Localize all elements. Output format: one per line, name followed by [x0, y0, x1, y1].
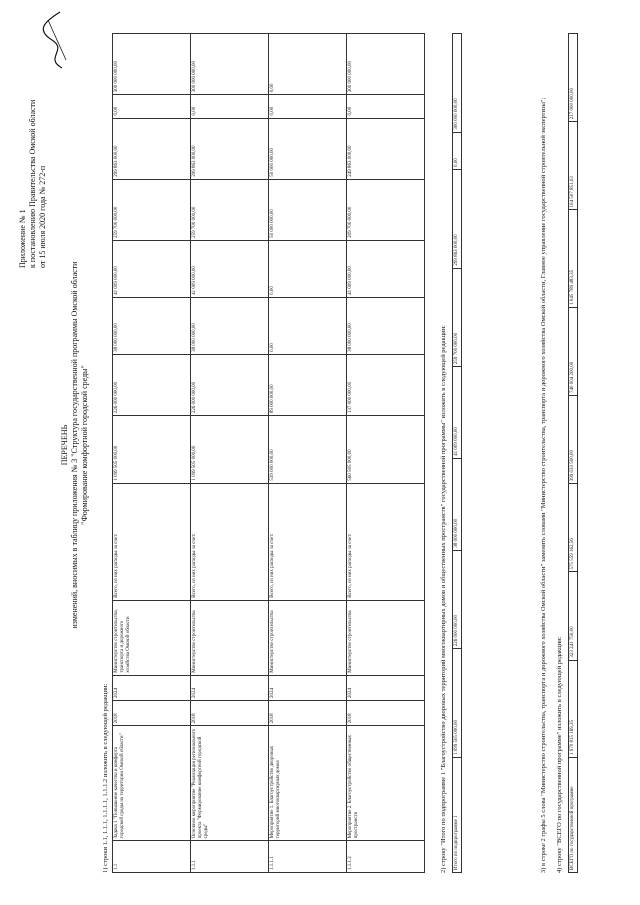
cell-c: 41 009 000,00	[347, 240, 425, 297]
cell-total: 560 505 000,00	[347, 416, 425, 484]
main-table	[112, 33, 425, 873]
vsego-label: ВСЕГО по государственной программе	[569, 758, 578, 873]
cell-name: Мероприятие 2. Благоустройство общественных пространств	[347, 726, 425, 841]
cell-b: 38 000 000,00	[347, 297, 425, 354]
vsego-table	[568, 33, 578, 873]
appendix-line1: к постановлению Правительства Омской области	[28, 99, 37, 268]
cell-y2: 2024	[191, 675, 269, 700]
cell-g: 300 000 000,00	[347, 34, 425, 95]
cell-src: Всего, из них расходы за счет:	[347, 483, 425, 600]
cell-y1: 2018	[269, 701, 347, 726]
cell-a: 89 000 000,00	[269, 354, 347, 415]
cell-d: 259 700 000,00	[191, 179, 269, 240]
cell-y1: 2018	[113, 701, 191, 726]
cell-e: 299 863 000,00	[113, 118, 191, 179]
table-row	[269, 34, 347, 873]
section-3-text: 3) в строке 2 графы 5 слова "Министерство строительства, транспорта и дорожного хозяйства Омской области" заменить словами "Министерство строительства, транспорта и дорожного хозяйства Омской области, Главное управление государственной строительной экспертизы";	[540, 97, 547, 873]
appendix-line2: от 15 июля 2020 года № 272-п	[38, 165, 47, 268]
cell-total: 1 099 505 000,00	[113, 416, 191, 484]
cell-e: 249 863 000,00	[347, 118, 425, 179]
cell-src: Всего, из них расходы за счет:	[191, 483, 269, 600]
cell-f: 0,00	[269, 95, 347, 118]
vsego-b: 575 559 162,56	[569, 484, 578, 572]
cell-b: 0,00	[269, 297, 347, 354]
cell-b: 38 000 000,00	[191, 297, 269, 354]
cell-d: 50 000 000,00	[269, 179, 347, 240]
cell-y1: 2018	[347, 701, 425, 726]
cell-src: Всего, из них расходы за счет:	[113, 483, 191, 600]
cell-src: Всего, из них расходы за счет:	[269, 483, 347, 600]
cell-d: 209 700 000,00	[347, 179, 425, 240]
cell-y2: 2024	[113, 675, 191, 700]
title-line3: "Формирование комфортной городской среды"	[80, 365, 89, 525]
vsego-total: 1 970 815 169,35	[569, 660, 578, 757]
cell-name: Мероприятие 1. Благоустройство дворовых территорий многоквартирных домов	[269, 726, 347, 841]
itogo-e: 299 863 000,00	[453, 170, 462, 269]
itogo-f: 0,00	[453, 132, 462, 169]
cell-n: 1.1.1	[191, 841, 269, 873]
cell-e: 299 863 000,00	[191, 118, 269, 179]
handwritten-signature	[40, 10, 75, 70]
cell-exec: Министерство строительства, транспорта и дорожного хозяйства Омской области	[113, 600, 191, 675]
cell-exec: Министерство строительства	[347, 600, 425, 675]
cell-exec: Министерство строительства	[269, 600, 347, 675]
cell-f: 0,00	[347, 95, 425, 118]
itogo-a: 226 000 000,00	[453, 550, 462, 649]
vsego-a: 323 241 750,00	[569, 572, 578, 660]
vsego-d: 740 004 200,00	[569, 307, 578, 395]
cell-f: 0,00	[191, 95, 269, 118]
cell-b: 38 000 000,00	[113, 297, 191, 354]
cell-n: 1.1.1.2	[347, 841, 425, 873]
cell-total: 1 099 505 000,00	[191, 416, 269, 484]
cell-a: 137 000 000,00	[347, 354, 425, 415]
appendix-label: Приложение № 1	[18, 209, 27, 268]
cell-name: Основное мероприятие "Реализация регионального проекта "Формирование комфортной городской среды"	[191, 726, 269, 841]
cell-g: 300 000 000,00	[113, 34, 191, 95]
cell-d: 259 700 000,00	[113, 179, 191, 240]
table-row	[347, 34, 425, 873]
vsego-c: 399 033 500,00	[569, 396, 578, 484]
cell-y2: 2024	[347, 675, 425, 700]
table-row	[191, 34, 269, 873]
itogo-c: 41 009 000,00	[453, 367, 462, 459]
cell-name: Задача 1 "Повышение качества и комфорта городской среды на территории Омской области"	[113, 726, 191, 841]
vsego-f: 104 507 851,03	[569, 122, 578, 210]
section-4-text: 4) строку "ВСЕГО по государственной программе" изложить в следующей редакции:	[556, 636, 563, 873]
cell-f: 0,00	[113, 95, 191, 118]
cell-exec: Министерство строительства	[191, 600, 269, 675]
cell-e: 50 000 000,00	[269, 118, 347, 179]
cell-y1: 2018	[191, 701, 269, 726]
vsego-g: 217 000 000,00	[569, 34, 578, 122]
cell-a: 226 000 000,00	[191, 354, 269, 415]
document-title	[60, 235, 90, 655]
cell-g: 300 000 000,00	[191, 34, 269, 95]
cell-a: 226 000 000,00	[113, 354, 191, 415]
cell-c: 41 009 000,00	[113, 240, 191, 297]
intro-text: 1) строки 1.1, 1.1.1, 1.1.1.1, 1.1.1.2 изложить в следующей редакции:	[102, 683, 109, 873]
itogo-d: 259 700 000,00	[453, 268, 462, 367]
itogo-label: Итого по подпрограмме 1	[453, 758, 462, 873]
cell-n: 1.1.1.1	[269, 841, 347, 873]
cell-y2: 2024	[269, 675, 347, 700]
cell-total: 539 000 000,00	[269, 416, 347, 484]
itogo-b: 38 000 000,00	[453, 458, 462, 550]
cell-g: 0,00	[269, 34, 347, 95]
cell-n: 1.1	[113, 841, 191, 873]
cell-c: 0,00	[269, 240, 347, 297]
cell-c: 41 009 000,00	[191, 240, 269, 297]
itogo-total: 1 099 505 000,00	[453, 649, 462, 758]
itogo-g: 300 000 000,00	[453, 34, 462, 133]
table-row	[113, 34, 191, 873]
vsego-e: 1 045 789 483,35	[569, 210, 578, 307]
itogo-table	[452, 33, 462, 873]
section-2-text: 2) строку "Итого по подпрограмме 1 "Благоустройство дворовых территорий многоквартирных домов и общественных пространств" государственной программы" изложить в следующей редакции:	[440, 325, 447, 873]
title-line2: изменений, вносимых в таблицу приложения № 3 "Структура государственной программы Омской области	[70, 261, 79, 629]
title-line1: ПЕРЕЧЕНЬ	[60, 424, 69, 466]
